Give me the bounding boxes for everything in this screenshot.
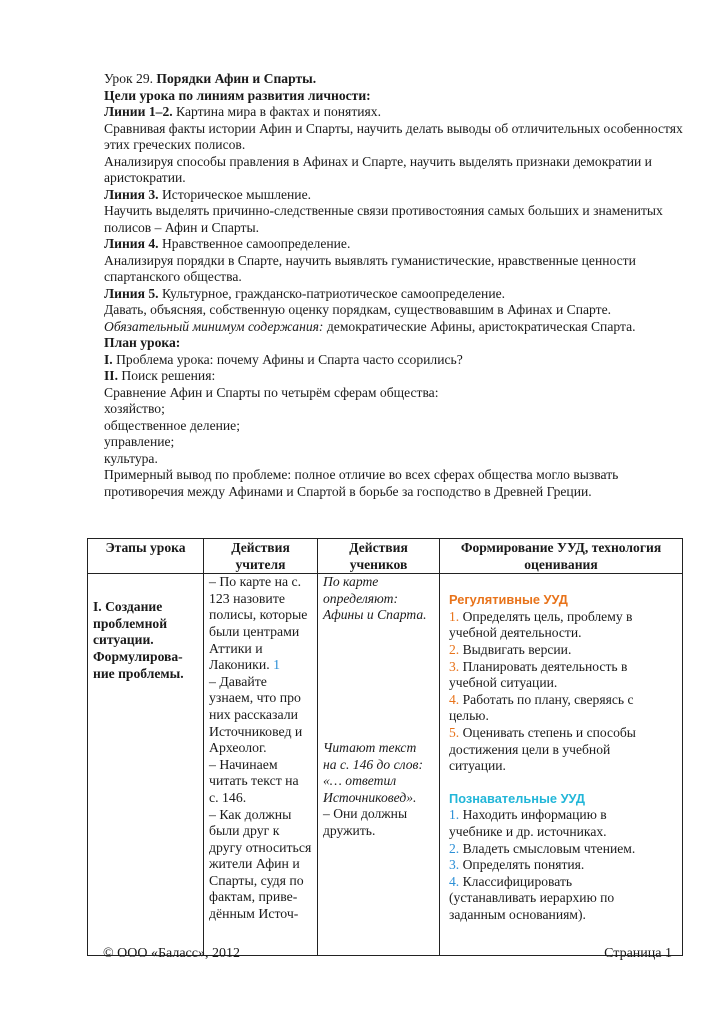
stage-line: ситуации. — [93, 632, 154, 648]
line5 — [104, 286, 684, 303]
uud-item — [449, 807, 677, 824]
footer-copyright: © ООО «Баласс», 2012 — [103, 946, 240, 961]
uud-text: Планировать деятельность в — [459, 658, 628, 674]
minimum-content — [104, 319, 684, 336]
stage-line: ние проблемы. — [93, 665, 184, 681]
goal-3: Научить выделять причинно-следственные связи противостояния самых больших и знаменитых полисов – Афин и Спарты. — [104, 203, 663, 235]
uud-item: учебной деятельности. — [449, 625, 582, 641]
teacher-line: жители Афин и — [209, 856, 300, 872]
uud-spacer — [449, 775, 677, 791]
students-line: Афины и Спарта. — [323, 607, 427, 623]
students-line: определяют: — [323, 590, 398, 606]
title-prefix: Урок 29. — [104, 71, 157, 86]
students-line: Источниковед». — [323, 789, 417, 805]
minimum-label: Обязательный минимум содержания: — [104, 318, 324, 334]
goal-1: Сравнивая факты истории Афин и Спарты, научить делать выводы об отличительных особенностях этих греческих полисов. — [104, 120, 683, 152]
plan1-num: I. — [104, 351, 113, 367]
lesson-intro — [104, 71, 684, 500]
uud-item — [449, 692, 677, 709]
students-cell — [318, 574, 440, 956]
uud-item: (устанавливать иерархию по — [449, 890, 615, 906]
footer-page-number: Страница 1 — [604, 946, 672, 961]
uud-num: 1. — [449, 807, 460, 823]
uud-item: учебной ситуации. — [449, 675, 558, 691]
uud-num: 5. — [449, 724, 460, 740]
uud-text: Находить информацию в — [459, 807, 607, 823]
uud-item: достижения цели в учебной — [449, 741, 611, 757]
stage-line: Формулирова- — [93, 648, 183, 664]
uud-text: Определять цель, проблему в — [459, 608, 633, 624]
sphere-item: общественное деление; — [104, 417, 240, 433]
uud-num: 4. — [449, 873, 460, 889]
teacher-line: – Начинаем — [209, 756, 278, 772]
stage-cell — [88, 574, 204, 956]
teacher-line: – Давайте — [209, 673, 267, 689]
header-uud: Формирование УУД, технология оценивания — [440, 539, 683, 574]
uud-item — [449, 609, 677, 626]
header-teacher: Действия учителя — [204, 539, 318, 574]
lines12 — [104, 104, 684, 121]
table-row — [88, 574, 683, 956]
uud-item: целью. — [449, 708, 489, 724]
line5-label: Линия 5. — [104, 285, 159, 301]
minimum-text: демократические Афины, аристократическая Спарта. — [323, 318, 636, 334]
plan-item-1 — [104, 352, 684, 369]
stage-line: проблемной — [93, 615, 168, 631]
table-header-row — [88, 539, 683, 574]
plan2-text: Поиск решения: — [117, 368, 216, 383]
uud-num: 3. — [449, 857, 460, 873]
plan-item-2 — [104, 368, 684, 385]
line3 — [104, 187, 684, 204]
teacher-line: читать текст на — [209, 773, 299, 789]
teacher-line: были друг к — [209, 823, 280, 839]
line3-text: Историческое мышление. — [158, 186, 312, 202]
teacher-line: полисы, которые — [209, 607, 308, 623]
teacher-line: другу относиться — [209, 839, 312, 855]
uud-item — [449, 642, 677, 659]
teacher-line: – По карте на с. — [209, 574, 302, 590]
line4 — [104, 236, 684, 253]
line3-label: Линия 3. — [104, 186, 159, 202]
students-line: «… ответил — [323, 773, 397, 789]
teacher-line: были центрами — [209, 623, 300, 639]
goals-heading: Цели урока по линиям развития личности: — [104, 87, 371, 103]
line4-text: Нравственное самоопределение. — [158, 236, 351, 251]
uud-text: Выдвигать версии. — [459, 641, 572, 657]
uud-num: 2. — [449, 641, 460, 657]
uud-item — [449, 725, 677, 742]
slide-number: 1 — [273, 657, 281, 673]
sphere-item: управление; — [104, 434, 175, 449]
teacher-line: с. 146. — [209, 789, 247, 805]
lines12-label: Линии 1–2. — [104, 104, 173, 119]
sphere-item: хозяйство; — [104, 401, 165, 416]
uud-num: 3. — [449, 658, 460, 674]
teacher-line: дённым Источ- — [209, 906, 299, 922]
uud-text: Оценивать степень и способы — [459, 724, 636, 740]
uud-item: ситуации. — [449, 758, 506, 774]
teacher-line: фактам, приве- — [209, 889, 298, 905]
compare-text: Сравнение Афин и Спарты по четырём сферам общества: — [104, 384, 439, 400]
uud-num: 4. — [449, 691, 460, 707]
sphere-item: культура. — [104, 450, 158, 466]
uud-item — [449, 857, 677, 874]
uud-item — [449, 841, 677, 858]
teacher-line: 123 назовите — [209, 590, 285, 606]
regulative-uud-heading: Регулятивные УУД — [449, 592, 568, 608]
uud-num: 2. — [449, 840, 460, 856]
students-line: – Они должны — [323, 806, 408, 822]
goal-4: Анализируя порядки в Спарте, научить выявлять гуманистические, нравственные ценности спартанского общества. — [104, 252, 636, 284]
lines12-text: Картина мира в фактах и понятиях. — [172, 104, 381, 119]
uud-item: учебнике и др. источниках. — [449, 823, 607, 839]
header-students: Действия учеников — [318, 539, 440, 574]
uud-num: 1. — [449, 608, 460, 624]
line5-text: Культурное, гражданско-патриотическое самоопределение. — [158, 285, 506, 301]
teacher-text: Лаконики. — [209, 657, 270, 673]
uud-item — [449, 874, 677, 891]
teacher-cell — [204, 574, 318, 956]
uud-text: Определять понятия. — [459, 857, 585, 873]
goal-2: Анализируя способы правления в Афинах и Спарте, научить выделять признаки демократии и аристократии. — [104, 153, 652, 185]
conclusion: Примерный вывод по проблеме: полное отличие во всех сферах общества могло вызвать противоречия между Афинами и Спартой в борьбе за господство в Древней Греции. — [104, 467, 619, 499]
uud-text: Работать по плану, сверяясь с — [459, 691, 634, 707]
uud-item: заданным основаниям). — [449, 906, 586, 922]
goal-5: Давать, объясняя, собственную оценку порядкам, существовавшим в Афинах и Спарте. — [104, 302, 612, 317]
title-bold: Порядки Афин и Спарты. — [156, 71, 317, 86]
header-stages: Этапы урока — [88, 539, 204, 574]
students-line: на с. 146 до слов: — [323, 756, 423, 772]
uud-item — [449, 659, 677, 676]
plan2-num: II. — [104, 368, 118, 383]
cognitive-uud-heading: Познавательные УУД — [449, 790, 585, 806]
lesson-title — [104, 71, 684, 88]
plan1-text: Проблема урока: почему Афины и Спарта часто ссорились? — [112, 351, 463, 367]
uud-text: Владеть смысловым чтением. — [459, 840, 636, 856]
uud-cell — [440, 574, 683, 956]
line4-label: Линия 4. — [104, 236, 159, 251]
teacher-line: них рассказали — [209, 706, 298, 722]
plan-heading: План урока: — [104, 335, 181, 350]
teacher-line: Археолог. — [209, 740, 267, 756]
teacher-line: узнаем, что про — [209, 690, 301, 706]
teacher-line: – Как должны — [209, 806, 292, 822]
lesson-table — [87, 538, 683, 956]
stage-line: I. Создание — [93, 599, 163, 615]
students-spacer — [323, 624, 434, 740]
students-line: Читают текст — [323, 739, 417, 755]
teacher-line — [209, 657, 312, 674]
teacher-line: Источниковед и — [209, 723, 303, 739]
teacher-line: Аттики и — [209, 640, 263, 656]
teacher-line: Спарты, судя по — [209, 872, 304, 888]
students-line: дружить. — [323, 822, 376, 838]
students-line: По карте — [323, 574, 379, 590]
uud-text: Классифицировать — [459, 873, 573, 889]
